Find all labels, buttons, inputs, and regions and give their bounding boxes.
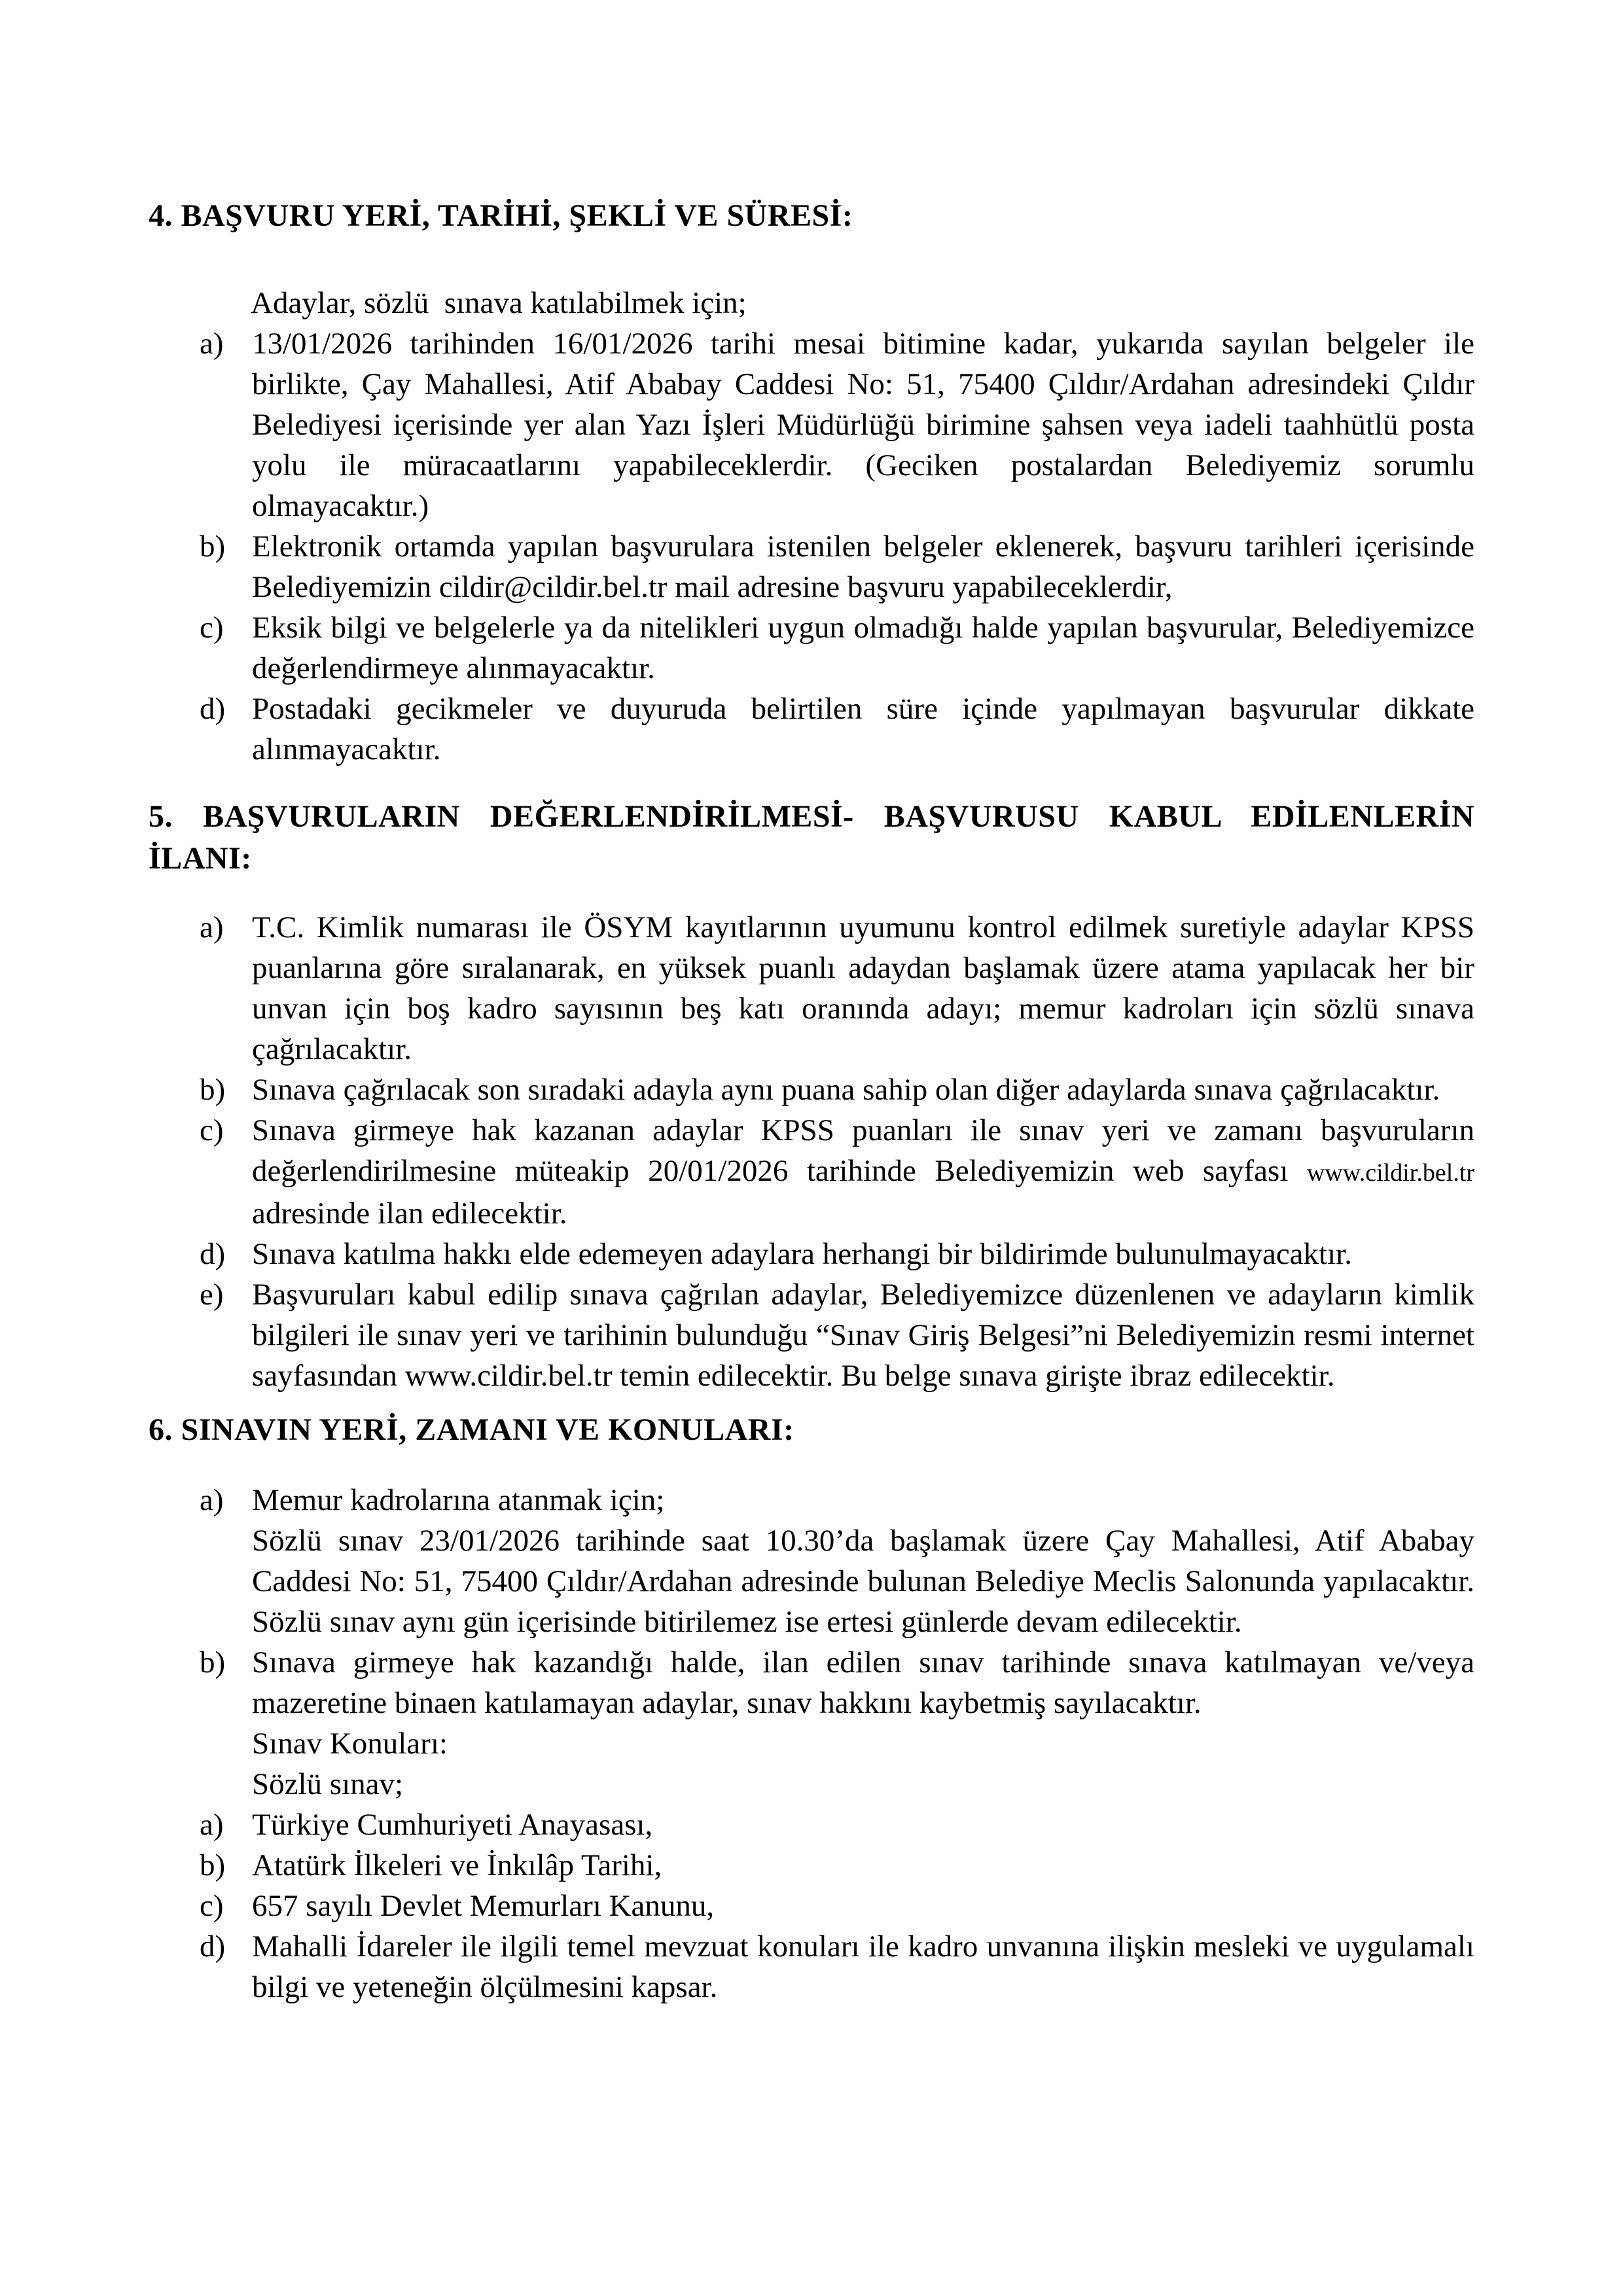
list-item [149,1234,1474,1274]
oral-exam-subheading: Sözlü sınav; [252,1767,404,1801]
list-item [149,907,1474,1069]
item-label: d) [200,1929,226,1964]
list-item [149,607,1474,689]
item-label: b) [200,1645,226,1679]
list-item [149,1642,1474,1723]
section-6-heading: 6. SINAVIN YERİ, ZAMANI VE KONULARI: [149,1412,794,1447]
list-item [149,1804,1474,1845]
item-text: Sınava katılma hakkı elde edemeyen adaylara herhangi bir bildirimde bulunulmayacaktır. [252,1237,1352,1271]
section-4-heading: 4. BAŞVURU YERİ, TARİHİ, ŞEKLİ VE SÜRESİ: [149,198,853,233]
list-item [149,1926,1474,2007]
item-text: Atatürk İlkeleri ve İnkılâp Tarihi, [252,1848,662,1882]
list-item [149,1886,1474,1926]
section-5-heading-line1: 5. BAŞVURULARIN DEĞERLENDİRİLMESİ- BAŞVURUSU KABUL EDİLENLERİN [149,799,1474,834]
exam-topics-list [149,1804,1474,2007]
item-paragraph: Sözlü sınav 23/01/2026 tarihinde saat 10.30’da başlamak üzere Çay Mahallesi, Atif Ababay Caddesi No: 51, 75400 Çıldır/Ardahan adresinde bulunan Belediye Meclis Salonunda yapılacaktır. Sözlü sınav aynı gün içerisinde bitirilemez ise ertesi günlerde devam edilecektir. [252,1524,1474,1639]
item-label: d) [200,692,226,726]
item-text: Postadaki gecikmeler ve duyuruda belirtilen süre içinde yapılmayan başvurular dikkate alınmayacaktır. [252,692,1474,766]
section-4-list [149,323,1474,770]
item-label: b) [200,1848,226,1882]
list-item [149,689,1474,770]
website-url-text: www.cildir.bel.tr [1306,1159,1474,1187]
item-text: T.C. Kimlik numarası ile ÖSYM kayıtlarının uyumunu kontrol edilmek suretiyle adaylar KPSS puanlarına göre sıralanarak, en yüksek puanlı adaydan başlamak üzere atama yapılacak her bir unvan için boş kadro sayısının beş katı oranında adayı; memur kadroları için sözlü sınava çağrılacaktır. [252,910,1474,1066]
item-label: c) [200,1889,224,1923]
item-label: a) [200,327,224,361]
item-label: b) [200,1073,226,1107]
item-text [252,1480,1474,1642]
item-label: e) [200,1278,224,1312]
item-label: a) [200,1808,224,1842]
section-5-list [149,907,1474,1396]
item-label: a) [200,910,224,944]
list-item [149,1274,1474,1396]
item-label: c) [200,611,224,645]
exam-topics-subheading: Sınav Konuları: [252,1727,448,1761]
item-text-after: adresinde ilan edilecektir. [252,1196,567,1230]
section-5-heading-line2: İLANI: [149,841,252,876]
item-text [252,1110,1474,1234]
item-text: Eksik bilgi ve belgelerle ya da nitelikleri uygun olmadığı halde yapılan başvurular, Belediyemizce değerlendirmeye alınmayacaktır. [252,611,1474,685]
list-item [149,323,1474,526]
item-text: 657 sayılı Devlet Memurları Kanunu, [252,1889,715,1923]
list-item [149,1845,1474,1886]
section-4-intro: Adaylar, sözlü sınava katılabilmek için; [251,286,747,320]
item-label: d) [200,1237,226,1271]
section-5-heading [149,796,1474,880]
list-item [149,526,1474,607]
item-text: Sınava çağrılacak son sıradaki adayla aynı puana sahip olan diğer adaylarda sınava çağrılacaktır. [252,1073,1440,1107]
item-text: Türkiye Cumhuriyeti Anayasası, [252,1808,653,1842]
section-6-list [149,1480,1474,1723]
item-label: a) [200,1483,224,1517]
item-text-before: Sınava girmeye hak kazanan adaylar KPSS puanları ile sınav yeri ve zamanı başvuruların değerlendirilmesine müteakip 20/01/2026 tarihinde Belediyemizin web sayfası [252,1113,1474,1188]
list-item [149,1069,1474,1110]
item-label: b) [200,529,226,564]
item-intro-line: Memur kadrolarına atanmak için; [252,1483,665,1517]
item-text: Sınava girmeye hak kazandığı halde, ilan edilen sınav tarihinde sınava katılmayan ve/veya mazeretine binaen katılamayan adaylar, sınav hakkını kaybetmiş sayılacaktır. [252,1645,1474,1720]
item-text: 13/01/2026 tarihinden 16/01/2026 tarihi mesai bitimine kadar, yukarıda sayılan belgeler ile birlikte, Çay Mahallesi, Atif Ababay Caddesi No: 51, 75400 Çıldır/Ardahan adresindeki Çıldır Belediyesi içerisinde yer alan Yazı İşleri Müdürlüğü birimine şahsen veya iadeli taahhütlü posta yolu ile müracaatlarını yapabileceklerdir. (Geciken postalardan Belediyemiz sorumlu olmayacaktır.) [252,327,1474,523]
list-item [149,1480,1474,1642]
list-item [149,1110,1474,1234]
item-label: c) [200,1113,224,1147]
item-text: Başvuruları kabul edilip sınava çağrılan adaylar, Belediyemizce düzenlenen ve adayların kimlik bilgileri ile sınav yeri ve tarihinin bulunduğu “Sınav Giriş Belgesi”ni Belediyemizin resmi internet sayfasından www.cildir.bel.tr temin edilecektir. Bu belge sınava girişte ibraz edilecektir. [252,1278,1474,1393]
item-text: Elektronik ortamda yapılan başvurulara istenilen belgeler eklenerek, başvuru tarihleri içerisinde Belediyemizin cildir@cildir.bel.tr mail adresine başvuru yapabileceklerdir, [252,529,1474,604]
item-text: Mahalli İdareler ile ilgili temel mevzuat konuları ile kadro unvanına ilişkin mesleki ve uygulamalı bilgi ve yeteneğin ölçülmesini kapsar. [252,1929,1474,2004]
